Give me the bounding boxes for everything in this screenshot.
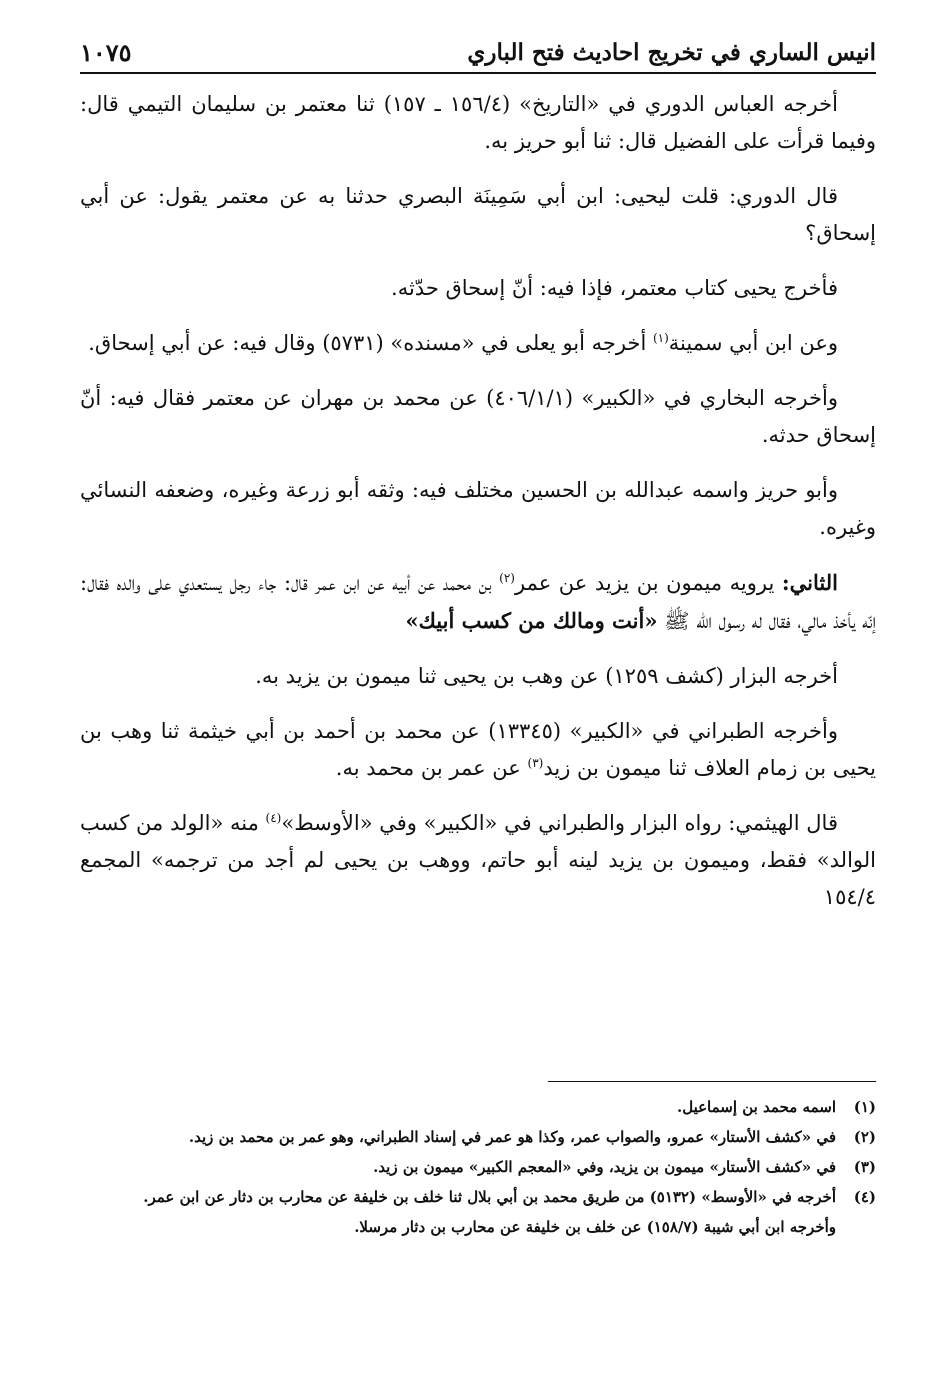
paragraph-text: بن محمد عن أبيه عن ابن عمر قال: جاء رجل يستعدي على والده فقال: إنّه يأخذ مالي، فقال له رسول الله ﷺ	[80, 571, 876, 633]
paragraph-text: أخرجه أبو يعلى في «مسنده» (٥٧٣١) وقال فيه: عن أبي إسحاق.	[88, 331, 653, 355]
paragraph-text: وأبو حريز واسمه عبدالله بن الحسين مختلف فيه: وثقه أبو زرعة وغيره، وضعفه النسائي وغيره.	[80, 478, 876, 539]
paragraph-1	[80, 86, 876, 160]
paragraph-2	[80, 178, 876, 252]
footnote-3	[80, 1154, 876, 1180]
footnote-continuation: وأخرجه ابن أبي شيبة (١٥٨/٧) عن خلف بن خليفة عن محارب بن دثار مرسلا.	[354, 1218, 836, 1236]
footnote-1	[80, 1094, 876, 1120]
main-text	[80, 86, 876, 934]
footnote-separator	[548, 1081, 876, 1082]
footnote-text: في «كشف الأستار» عمرو، والصواب عمر، وكذا هو عمر في إسناد الطبراني، وهو عمر بن محمد بن زيد.	[188, 1128, 836, 1146]
paragraph-text: عن عمر بن محمد به.	[335, 756, 528, 780]
footnote-ref: (٣)	[527, 756, 544, 770]
footnote-text: اسمه محمد بن إسماعيل.	[676, 1098, 836, 1116]
footnote-ref: (٤)	[265, 811, 282, 825]
paragraph-text: منه «الولد من كسب الوالد» فقط، وميمون بن يزيد لينه أبو حاتم، ووهب بن يحيى لم أجد من ترجمه» المجمع ١٥٤/٤	[80, 811, 876, 909]
footnote-number: (٣)	[853, 1158, 876, 1176]
header-rule	[80, 72, 876, 74]
footnote-4	[80, 1184, 876, 1210]
paragraph-8	[80, 658, 876, 695]
paragraph-10	[80, 805, 876, 916]
paragraph-3	[80, 270, 876, 307]
footnote-2	[80, 1124, 876, 1150]
paragraph-text: أخرجه البزار (كشف ١٢٥٩) عن وهب بن يحيى ثنا ميمون بن يزيد به.	[255, 664, 838, 688]
footnote-ref: (٢)	[499, 571, 515, 585]
paragraph-text: قال الدوري: قلت ليحيى: ابن أبي سَمِينَة البصري حدثنا به عن معتمر يقول: عن أبي إسحاق؟	[80, 184, 876, 245]
section-lead: الثاني:	[781, 570, 838, 595]
paragraph-6	[80, 472, 876, 546]
paragraph-text: قال الهيثمي: رواه البزار والطبراني في «الكبير» وفي «الأوسط»	[281, 811, 838, 835]
paragraph-text: وأخرجه البخاري في «الكبير» (٤٠٦/١/١) عن محمد بن مهران عن معتمر فقال فيه: أنّ إسحاق حدثه.	[80, 386, 876, 447]
footnote-number: (٤)	[853, 1188, 876, 1206]
footnote-text: أخرجه في «الأوسط» (٥١٣٢) من طريق محمد بن أبي بلال ثنا خلف بن خليفة عن محارب بن دثار عن ابن عمر.	[143, 1188, 836, 1206]
hadith-quote: «أنت ومالك من كسب أبيك»	[405, 608, 658, 633]
paragraph-text: وعن ابن أبي سمينة	[668, 331, 838, 355]
paragraph-9	[80, 713, 876, 787]
footnote-ref: (١)	[652, 331, 669, 345]
paragraph-text: وأخرجه الطبراني في «الكبير» (١٣٣٤٥) عن محمد بن أحمد بن أبي خيثمة ثنا وهب بن يحيى بن زمام العلاف ثنا ميمون بن زيد	[80, 719, 876, 780]
footnote-number: (١)	[853, 1098, 876, 1116]
footnote-text: في «كشف الأستار» ميمون بن يزيد، وفي «المعجم الكبير» ميمون بن زيد.	[373, 1158, 836, 1176]
paragraph-text: يرويه ميمون بن يزيد عن عمر	[514, 571, 782, 595]
running-title: انيس الساري في تخريج احاديث فتح الباري	[467, 39, 876, 66]
paragraph-text: فأخرج يحيى كتاب معتمر، فإذا فيه: أنّ إسحاق حدّثه.	[391, 276, 838, 300]
page-header	[80, 36, 876, 70]
paragraph-5	[80, 380, 876, 454]
paragraph-4	[80, 325, 876, 362]
footnotes	[80, 1094, 876, 1240]
footnote-number: (٢)	[853, 1128, 876, 1146]
page-number: ١٠٧٥	[80, 38, 132, 67]
paragraph-7	[80, 564, 876, 640]
paragraph-text: أخرجه العباس الدوري في «التاريخ» (١٥٦/٤ ـ ١٥٧) ثنا معتمر بن سليمان التيمي قال: وفيما قرأت على الفضيل قال: ثنا أبو حريز به.	[80, 92, 876, 153]
